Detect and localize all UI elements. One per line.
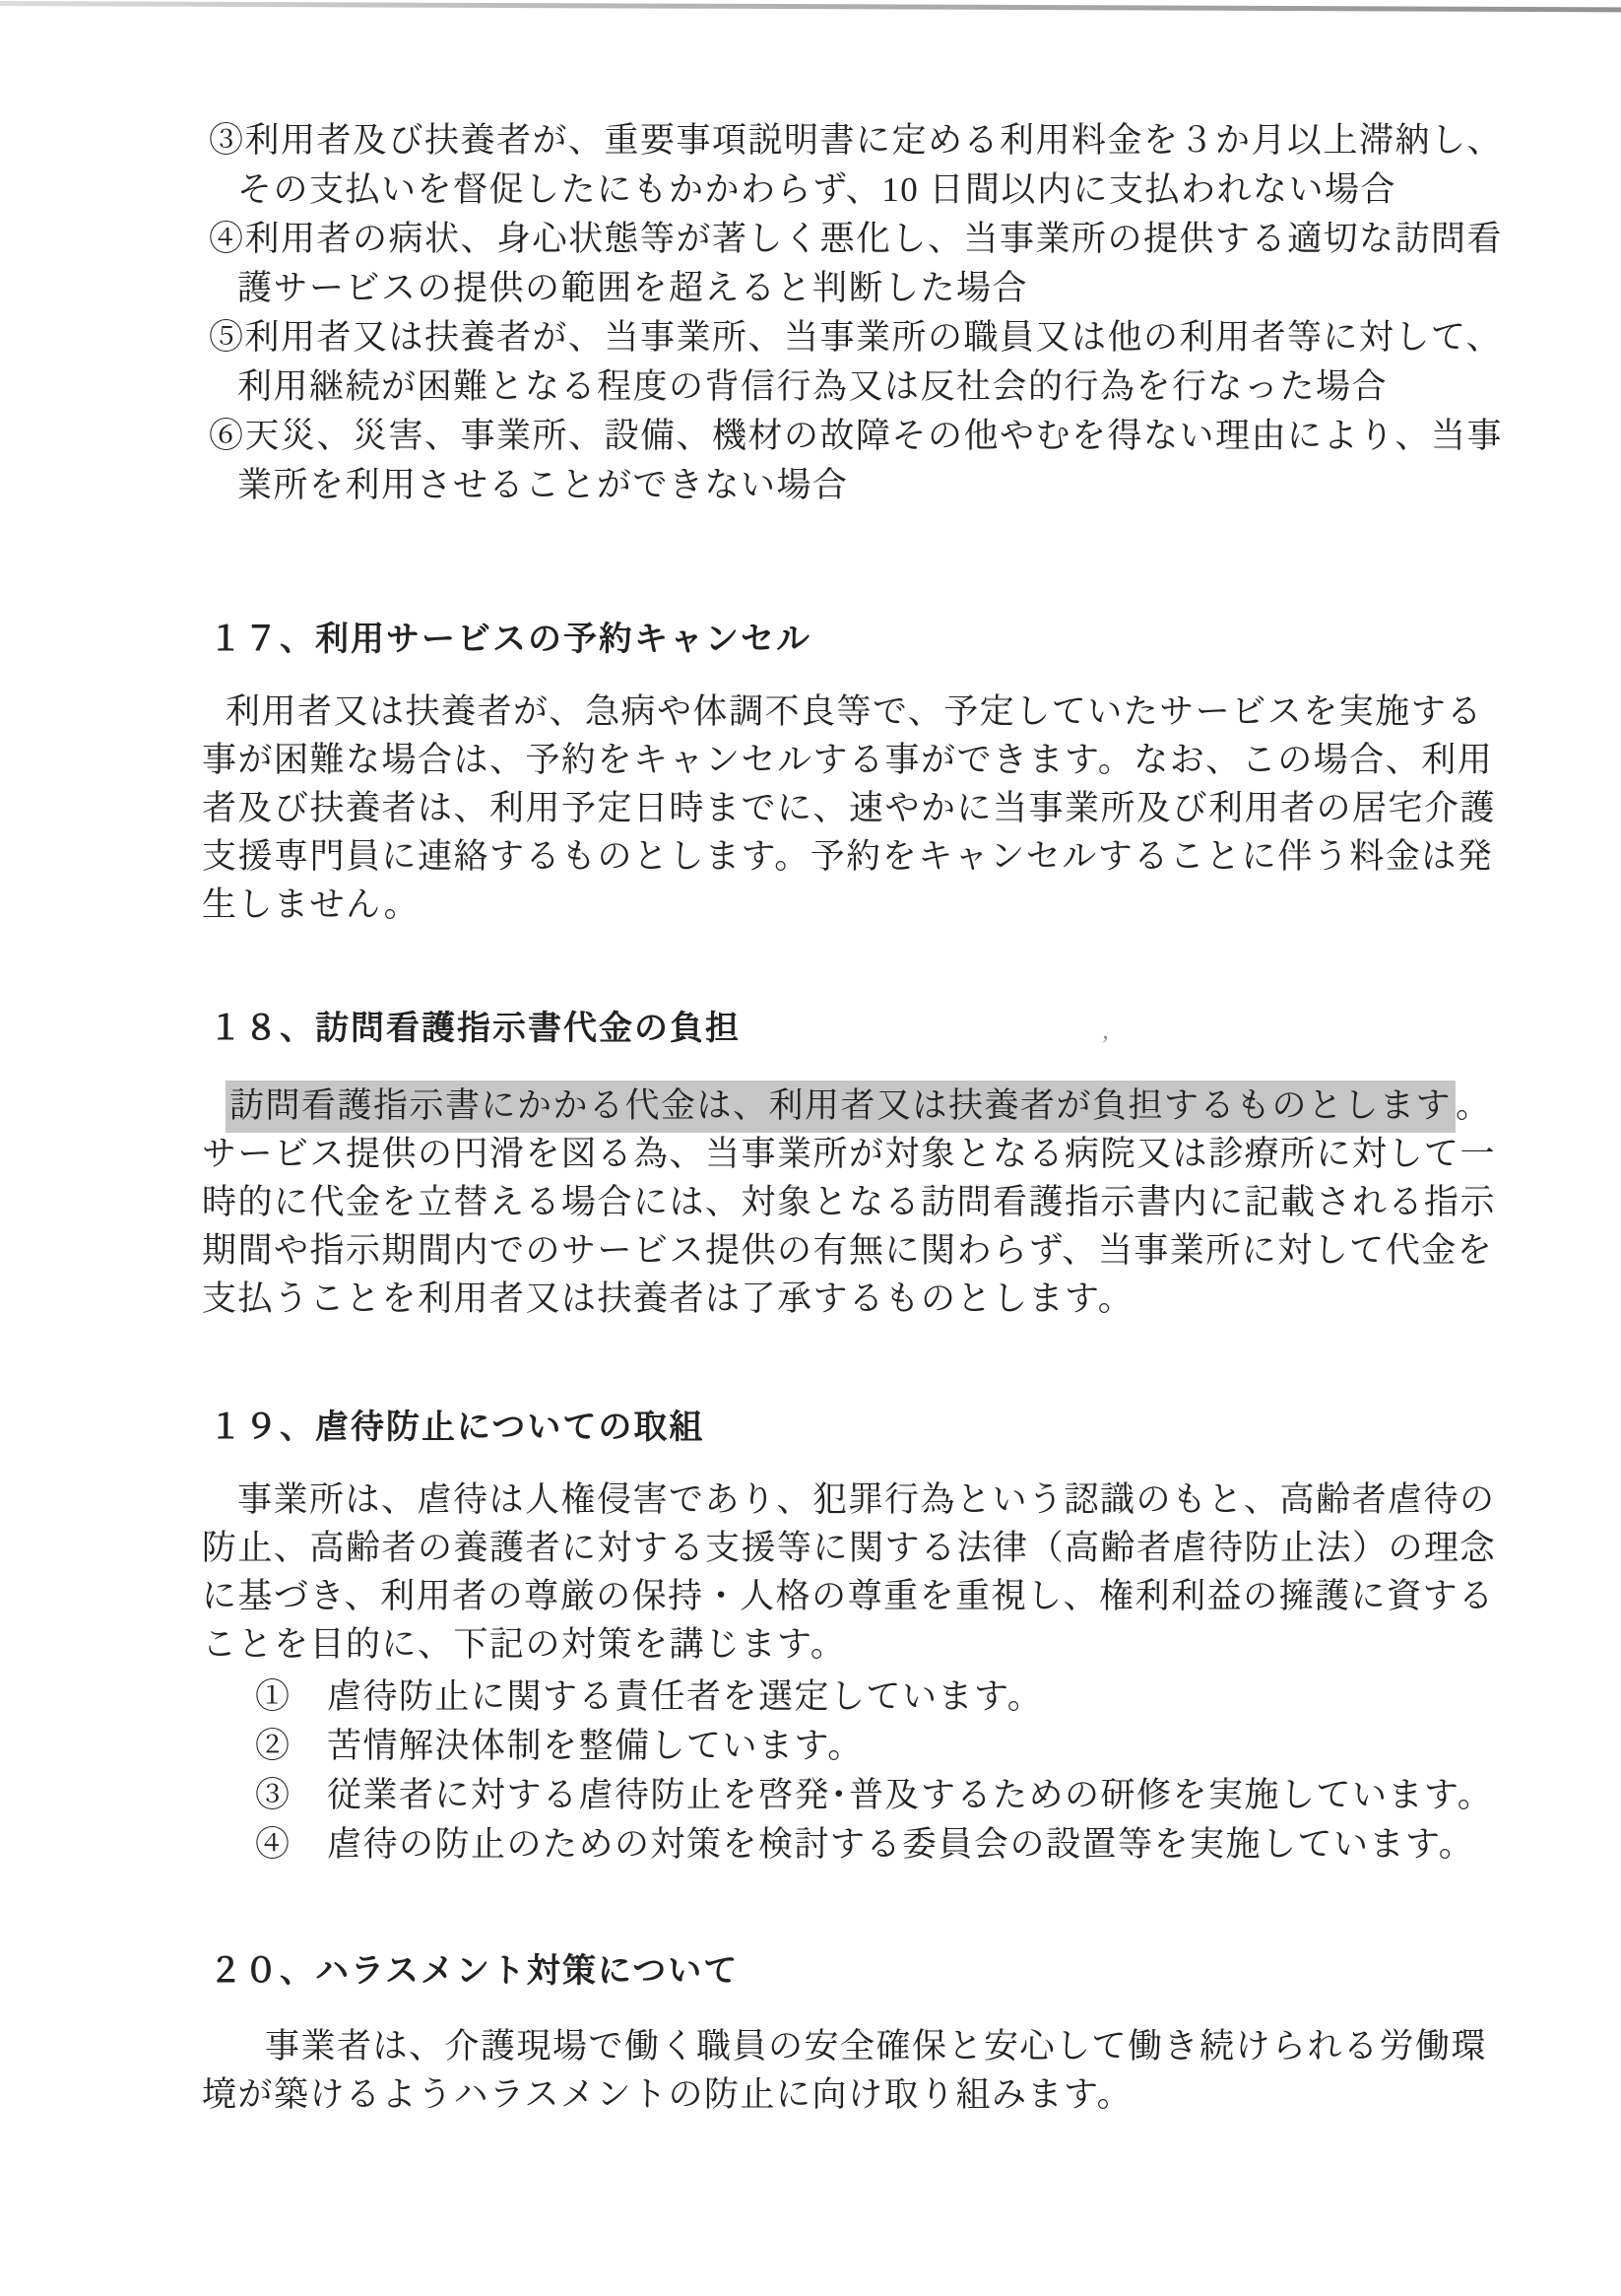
stray-scan-mark: ’ <box>1101 1030 1110 1059</box>
termination-clauses-list <box>209 116 1503 510</box>
section-17-line-3: 者及び扶養者は、利用予定日時までに、速やかに当事業所及び利用者の居宅介護 <box>202 789 1497 827</box>
section-17-paragraph <box>202 688 1496 929</box>
measure-1: ① 虐待防止に関する責任者を選定しています。 <box>255 1677 1044 1716</box>
section-20-line-2: 境が築けるようハラスメントの防止に向け取り組みます。 <box>202 2075 1134 2114</box>
abuse-prevention-measures-list <box>255 1673 1493 1870</box>
section-20-heading: ２０、ハラスメント対策について <box>209 1952 740 1991</box>
section-20-line-1: 事業者は、介護現場で働く職員の安全確保と安心して働き続けられる労働環 <box>265 2027 1488 2066</box>
section-18-line-3: 時的に代金を立替える場合には、対象となる訪問看護指示書内に記載される指示 <box>202 1183 1497 1221</box>
section-17-line-2: 事が困難な場合は、予約をキャンセルする事ができます。なお、この場合、利用 <box>202 741 1494 779</box>
measure-3: ③ 従業者に対する虐待防止を啓発･普及するための研修を実施しています。 <box>255 1776 1494 1814</box>
section-19-line-1: 事業所は、虐待は人権侵害であり、犯罪行為という認識のもと、高齢者虐待の <box>237 1480 1496 1519</box>
section-17-line-4: 支援専門員に連絡するものとします。予約をキャンセルすることに伴う料金は発 <box>202 837 1494 876</box>
clause-4-line-1: ④利用者の病状、身心状態等が著しく悪化し、当事業所の提供する適切な訪問看 <box>209 220 1504 258</box>
section-18-line-2: サービス提供の円滑を図る為、当事業所が対象となる病院又は診療所に対して一 <box>202 1135 1497 1173</box>
section-18-line-5: 支払うことを利用者又は扶養者は了承するものとします。 <box>202 1279 1135 1318</box>
clause-5-line-2: 利用継続が困難となる程度の背信行為又は反社会的行為を行なった場合 <box>237 367 1389 406</box>
section-17-heading: １７、利用サービスの予約キャンセル <box>209 621 811 659</box>
section-18-line-4: 期間や指示期間内でのサービス提供の有無に関わらず、当事業所に対して代金を <box>202 1231 1494 1270</box>
clause-5-line-1: ⑤利用者又は扶養者が、当事業所、当事業所の職員又は他の利用者等に対して、 <box>209 318 1503 357</box>
section-18-paragraph <box>202 1082 1496 1323</box>
clause-6-line-2: 業所を利用させることができない場合 <box>237 466 849 504</box>
section-17-line-1: 利用者又は扶養者が、急病や体調不良等で、予定していたサービスを実施する <box>226 692 1483 731</box>
section-18-heading: １８、訪問看護指示書代金の負担 <box>209 1010 741 1048</box>
section-17-line-5: 生しません。 <box>202 886 421 924</box>
clause-6-line-1: ⑥天災、災害、事業所、設備、機材の故障その他やむを得ない理由により、当事 <box>209 417 1504 455</box>
clause-3-line-1: ③利用者及び扶養者が、重要事項説明書に定める利用料金を３か月以上滞納し、 <box>209 121 1504 160</box>
highlight-period: 。 <box>1456 1086 1492 1125</box>
section-19-line-2: 防止、高齢者の養護者に対する支援等に関する法律（高齢者虐待防止法）の理念 <box>202 1529 1497 1567</box>
section-18-highlight-line <box>226 1082 1496 1130</box>
section-19-line-3: に基づき、利用者の尊厳の保持・人格の尊重を重視し、権利利益の擁護に資する <box>202 1577 1495 1615</box>
scan-edge-artifact <box>0 1 1621 13</box>
measure-2: ② 苦情解決体制を整備しています。 <box>255 1727 864 1765</box>
section-19-line-4: ことを目的に、下記の対策を講じます。 <box>202 1625 847 1664</box>
highlighted-sentence: 訪問看護指示書にかかる代金は、利用者又は扶養者が負担するものとします <box>226 1081 1456 1133</box>
section-19-heading: １９、虐待防止についての取組 <box>209 1409 705 1447</box>
section-20-paragraph <box>202 2022 1487 2119</box>
clause-3-line-2: その支払いを督促したにもかかわらず、10 日間以内に支払われない場合 <box>237 170 1396 209</box>
clause-4-line-2: 護サービスの提供の範囲を超えると判断した場合 <box>237 269 1029 307</box>
measure-4: ④ 虐待の防止のための対策を検討する委員会の設置等を実施しています。 <box>255 1825 1475 1864</box>
section-19-paragraph <box>202 1476 1496 1669</box>
